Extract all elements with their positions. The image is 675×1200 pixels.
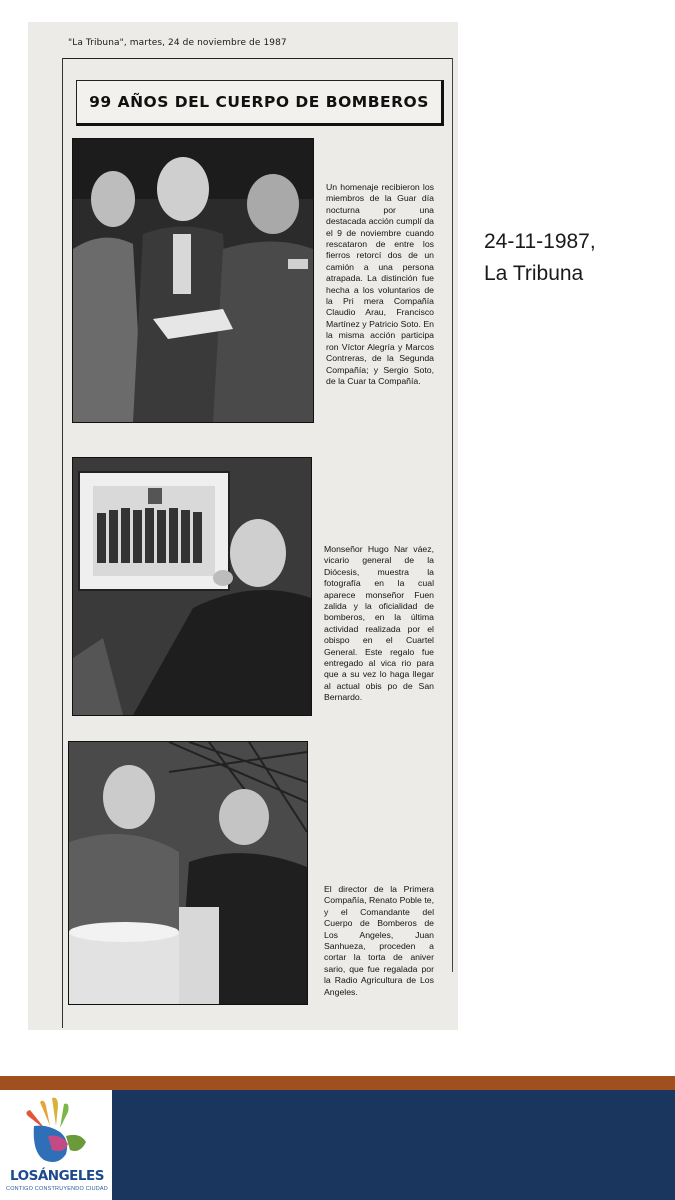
footer-accent-strip	[0, 1076, 675, 1090]
logo-wordmark: LOSÁNGELES	[10, 1168, 104, 1184]
photo-award-ceremony	[72, 138, 314, 423]
note-date: 24-11-1987,	[484, 230, 596, 253]
caption-vicar: Monseñor Hugo Nar váez, vicario general de la Diócesis, muestra la fotografía en la cual aparece monseñor Fuen zalida y la oficialidad de bomberos, en la última actividad realizada por el obispo en el Cuartel General. Este regalo fue entregado al vica rio para que a su vez lo haga llegar al actual obis po de San Bernardo.	[324, 544, 434, 703]
column-rule-right	[452, 58, 453, 972]
headline-box	[76, 80, 444, 126]
logo-tagline: CONTIGO CONSTRUYENDO CIUDAD	[6, 1186, 108, 1192]
clipping-header: "La Tribuna", martes, 24 de noviembre de 1987	[68, 38, 287, 48]
note-source: La Tribuna	[484, 262, 584, 285]
photo-cake-cutting	[68, 741, 308, 1005]
header-rule	[62, 58, 452, 59]
hand-logo-icon	[18, 1096, 94, 1170]
caption-cake-cutting: El director de la Primera Compañía, Renato Poble te, y el Comandante del Cuerpo de Bomberos de Los Angeles, Juan Sanhueza, proceden a cortar la torta de aniver sario, que fue regalada por la Radio Agricultura de Los Angeles.	[324, 884, 434, 997]
headline: 99 AÑOS DEL CUERPO DE BOMBEROS	[89, 93, 429, 111]
photo-vicar-framed-picture	[72, 457, 312, 716]
date-source-note	[484, 226, 596, 290]
caption-award-ceremony: Un homenaje recibieron los miembros de la Guar día nocturna por una destacada acción cumplí da el 9 de noviembre cuando rescataron de entre los fierros retorcí dos de un camión a una persona atrapada. La distinción fue hecha a los voluntarios de la Pri mera Compañía Claudio Arau, Francisco Martínez y Patricio Soto. En la misma acción participa ron Víctor Alegría y Marcos Contreras, de la Segunda Compañía; y Sergio Soto, de la Cuar ta Compañía.	[326, 182, 434, 386]
column-rule-left	[62, 58, 63, 1028]
